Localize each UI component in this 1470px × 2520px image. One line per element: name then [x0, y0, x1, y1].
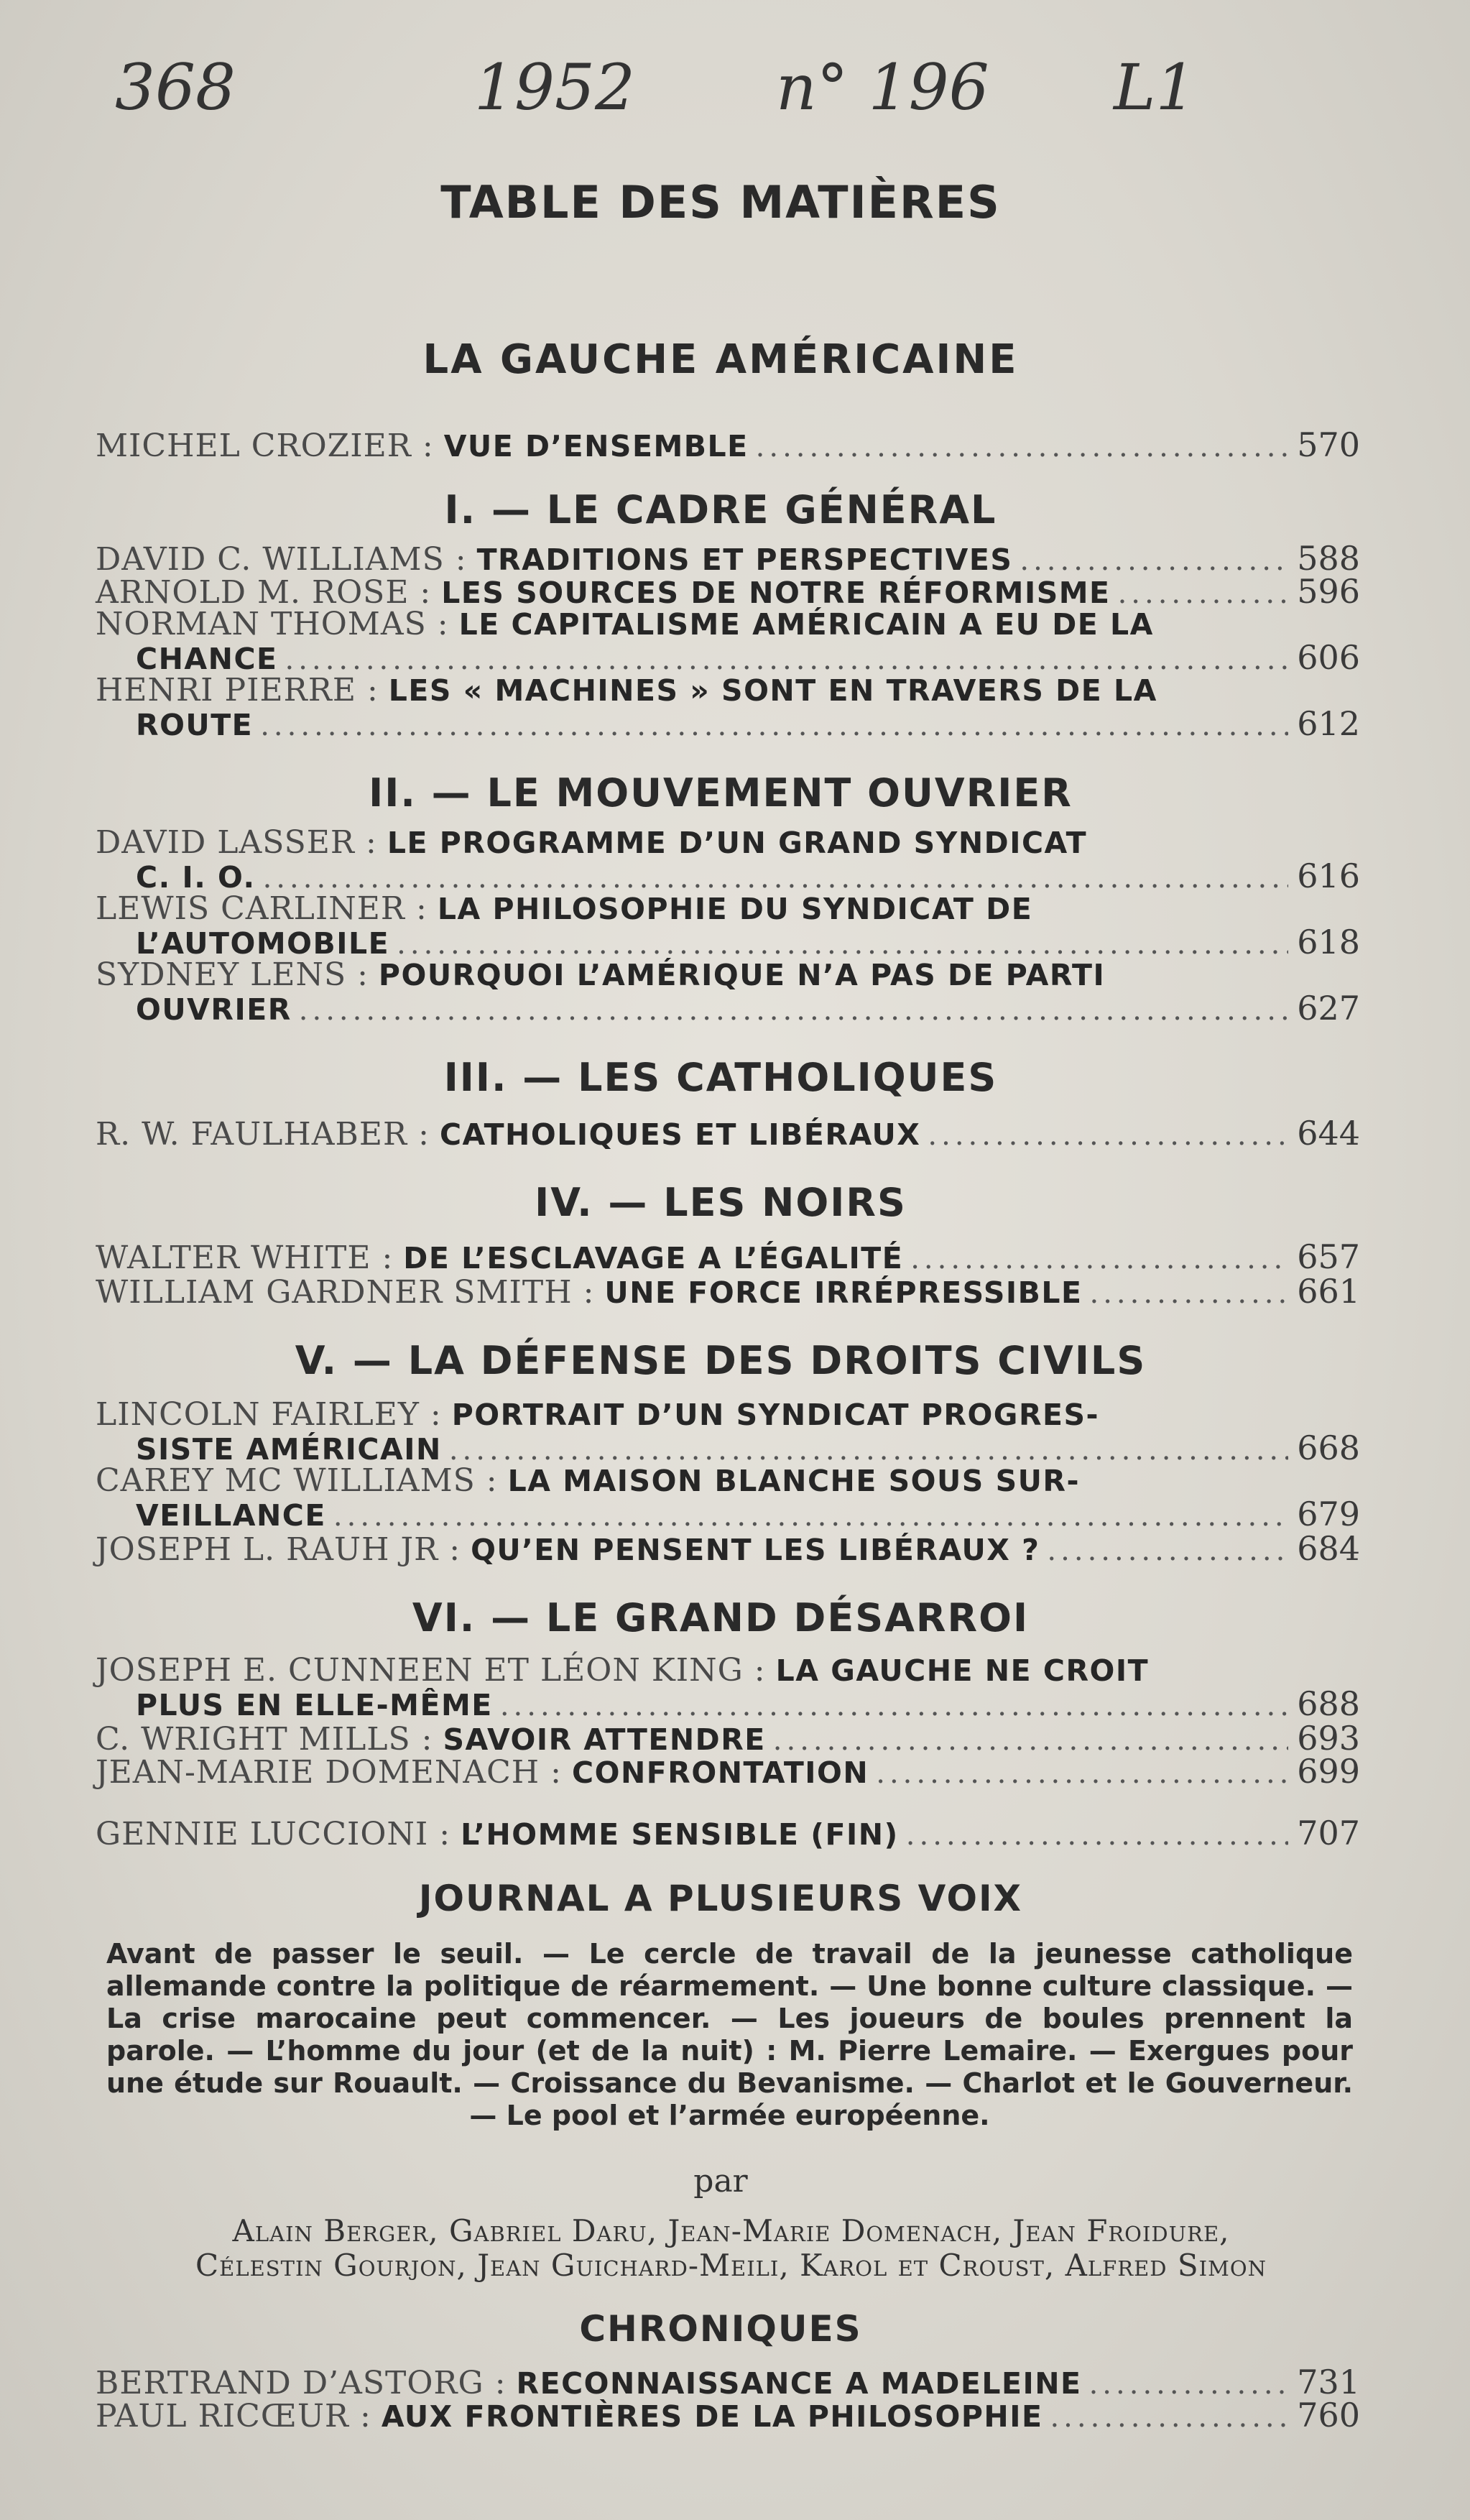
- entry-title: RECONNAISSANCE A MADELEINE: [516, 2366, 1082, 2401]
- handwritten-code: L1: [1114, 50, 1196, 124]
- entry-author: LEWIS CARLINER :: [96, 890, 427, 927]
- entry-title: CATHOLIQUES ET LIBÉRAUX: [439, 1117, 921, 1152]
- toc-entry: [96, 1272, 1360, 1311]
- entry-page: 570: [1297, 425, 1360, 464]
- toc-entry: [96, 1529, 1360, 1568]
- entry-author: NORMAN THOMAS :: [96, 606, 449, 642]
- toc-entry: [96, 1814, 1360, 1852]
- toc-entry: [96, 892, 1360, 959]
- section-heading: I. — LE CADRE GÉNÉRAL: [444, 487, 997, 532]
- entry-title: POURQUOI L’AMÉRIQUE N’A PAS DE PARTI: [378, 958, 1106, 992]
- entry-author: GENNIE LUCCIONI :: [96, 1816, 451, 1852]
- entry-title: VUE D’ENSEMBLE: [443, 429, 749, 463]
- section-heading: III. — LES CATHOLIQUES: [443, 1055, 998, 1100]
- entry-title-continued: SISTE AMÉRICAIN: [136, 1432, 442, 1467]
- entry-title: UNE FORCE IRRÉPRESSIBLE: [604, 1275, 1083, 1310]
- entry-title-continued: VEILLANCE: [136, 1498, 326, 1533]
- leader-dots: [756, 430, 1288, 463]
- leader-dots: [285, 643, 1288, 676]
- entry-title: CONFRONTATION: [572, 1755, 869, 1790]
- entry-author: DAVID C. WILLIAMS :: [96, 541, 467, 578]
- handwritten-year: 1952: [474, 50, 635, 124]
- leader-dots: [773, 1724, 1288, 1757]
- part-title: LA GAUCHE AMÉRICAINE: [422, 336, 1019, 383]
- leader-dots: [397, 928, 1288, 961]
- toc-entry: [96, 2396, 1360, 2434]
- chroniques-heading: CHRONIQUES: [579, 2308, 862, 2350]
- leader-dots: [260, 709, 1288, 742]
- entry-page: 688: [1297, 1684, 1360, 1723]
- leader-dots: [1118, 577, 1288, 610]
- entry-page: 699: [1297, 1752, 1360, 1791]
- entry-page: 693: [1297, 1719, 1360, 1758]
- entry-page: 679: [1297, 1495, 1360, 1533]
- entry-page: 596: [1297, 572, 1360, 611]
- entry-page: 707: [1297, 1814, 1360, 1852]
- section-heading: II. — LE MOUVEMENT OUVRIER: [369, 770, 1073, 816]
- entry-title: LA PHILOSOPHIE DU SYNDICAT DE: [437, 892, 1033, 926]
- leader-dots: [449, 1434, 1288, 1467]
- entry-author: MICHEL CROZIER :: [96, 428, 434, 464]
- entry-author: JOSEPH L. RAUH JR :: [96, 1531, 461, 1568]
- toc-entry: [96, 1652, 1360, 1723]
- toc-entry: [96, 672, 1360, 743]
- contributors-line: Alain Berger, Gabriel Daru, Jean-Marie Domenach, Jean Froidure,: [232, 2213, 1230, 2248]
- journal-summary: Avant de passer le seuil. — Le cercle de travail de la jeunesse catholique allemande contre la politique de réarmement. — Une bonne culture classique. — La crise marocaine peut commencer. — Les joueurs de boules prennent la parole. — L’homme du jour (et de la nuit) : M. Pierre Lemaire. — Exergues pour une étude sur Rouault. — Croissance du Bevanisme. — Charlot et le Gouverneur. — Le pool et l’armée européenne.: [106, 1938, 1353, 2131]
- toc-entry: [96, 1237, 1360, 1276]
- leader-dots: [1089, 2368, 1288, 2401]
- handwritten-issue: n° 196: [776, 50, 989, 124]
- journal-heading: JOURNAL A PLUSIEURS VOIX: [418, 1878, 1023, 1919]
- entry-title: SAVOIR ATTENDRE: [443, 1722, 766, 1757]
- toc-entry: [96, 425, 1360, 464]
- entry-title-continued: CHANCE: [136, 642, 278, 676]
- entry-page: 612: [1297, 704, 1360, 743]
- entry-author: SYDNEY LENS :: [96, 956, 369, 993]
- entry-title: AUX FRONTIÈRES DE LA PHILOSOPHIE: [381, 2399, 1043, 2434]
- entry-page: 760: [1297, 2396, 1360, 2434]
- toc-entry: [96, 1752, 1360, 1791]
- toc-entry: [96, 956, 1360, 1028]
- entry-page: 668: [1297, 1429, 1360, 1467]
- section-heading: V. — LA DÉFENSE DES DROITS CIVILS: [295, 1338, 1147, 1383]
- entry-title-continued: L’AUTOMOBILE: [136, 926, 390, 961]
- entry-title: PORTRAIT D’UN SYNDICAT PROGRES-: [451, 1398, 1100, 1432]
- entry-author: HENRI PIERRE :: [96, 672, 379, 709]
- entry-author: DAVID LASSER :: [96, 824, 377, 861]
- leader-dots: [906, 1819, 1288, 1852]
- leader-dots: [876, 1757, 1288, 1790]
- entry-page: 644: [1297, 1114, 1360, 1153]
- entry-page: 606: [1297, 638, 1360, 677]
- entry-title: LES SOURCES DE NOTRE RÉFORMISME: [441, 576, 1111, 610]
- toc-entry: [96, 1396, 1360, 1467]
- toc-entry: [96, 1719, 1360, 1758]
- entry-title: QU’EN PENSENT LES LIBÉRAUX ?: [471, 1533, 1040, 1567]
- section-heading: IV. — LES NOIRS: [535, 1180, 907, 1225]
- entry-author: WALTER WHITE :: [96, 1240, 394, 1276]
- entry-author: CAREY MC WILLIAMS :: [96, 1462, 498, 1499]
- entry-title: LE CAPITALISME AMÉRICAIN A EU DE LA: [458, 607, 1154, 642]
- page-title: TABLE DES MATIÈRES: [440, 176, 1001, 229]
- toc-entry: [96, 1464, 1360, 1531]
- toc-entry: [96, 824, 1360, 895]
- entry-page: 661: [1297, 1272, 1360, 1311]
- toc-entry: [96, 572, 1360, 611]
- toc-entry: [96, 539, 1360, 578]
- par-label: par: [693, 2163, 748, 2200]
- entry-title-continued: PLUS EN ELLE-MÊME: [136, 1688, 493, 1722]
- entry-author: C. WRIGHT MILLS :: [96, 1721, 433, 1758]
- leader-dots: [1050, 2401, 1288, 2434]
- entry-author: BERTRAND D’ASTORG :: [96, 2365, 507, 2401]
- leader-dots: [910, 1242, 1288, 1275]
- entry-author: LINCOLN FAIRLEY :: [96, 1396, 442, 1433]
- entry-title: TRADITIONS ET PERSPECTIVES: [476, 543, 1013, 577]
- leader-dots: [1047, 1534, 1288, 1567]
- contributors-line: Célestin Gourjon, Jean Guichard-Meili, Karol et Croust, Alfred Simon: [195, 2248, 1267, 2283]
- entry-author: PAUL RICŒUR :: [96, 2398, 371, 2434]
- toc-entry: [96, 606, 1360, 677]
- entry-title: L’HOMME SENSIBLE (FIN): [461, 1817, 899, 1852]
- section-heading: VI. — LE GRAND DÉSARROI: [412, 1595, 1030, 1640]
- entry-page: 627: [1297, 989, 1360, 1028]
- entry-title-continued: ROUTE: [136, 708, 254, 742]
- toc-entry: [96, 2363, 1360, 2401]
- entry-page: 657: [1297, 1237, 1360, 1276]
- handwritten-number: 368: [115, 50, 236, 124]
- leader-dots: [928, 1119, 1288, 1152]
- handwritten-annotation: [108, 50, 1257, 151]
- entry-author: ARNOLD M. ROSE :: [96, 574, 432, 611]
- leader-dots: [299, 994, 1288, 1027]
- entry-title: DE L’ESCLAVAGE A L’ÉGALITÉ: [403, 1241, 904, 1275]
- entry-title: LA GAUCHE NE CROIT: [775, 1653, 1150, 1688]
- entry-title-continued: C. I. O.: [136, 860, 256, 895]
- entry-page: 731: [1297, 2363, 1360, 2401]
- entry-page: 618: [1297, 923, 1360, 961]
- toc-entry: [96, 1114, 1360, 1153]
- entry-author: JOSEPH E. CUNNEEN ET LÉON KING :: [96, 1652, 766, 1689]
- leader-dots: [500, 1689, 1288, 1722]
- entry-title: LE PROGRAMME D’UN GRAND SYNDICAT: [387, 826, 1088, 860]
- leader-dots: [1020, 544, 1288, 577]
- entry-title: LA MAISON BLANCHE SOUS SUR-: [507, 1464, 1081, 1498]
- entry-author: R. W. FAULHABER :: [96, 1116, 430, 1153]
- entry-page: 616: [1297, 857, 1360, 895]
- leader-dots: [1090, 1277, 1289, 1310]
- entry-page: 588: [1297, 539, 1360, 578]
- entry-author: WILLIAM GARDNER SMITH :: [96, 1274, 595, 1311]
- entry-title: LES « MACHINES » SONT EN TRAVERS DE LA: [388, 673, 1157, 708]
- entry-author: JEAN-MARIE DOMENACH :: [96, 1754, 562, 1791]
- entry-page: 684: [1297, 1529, 1360, 1568]
- entry-title-continued: OUVRIER: [136, 992, 292, 1027]
- leader-dots: [333, 1500, 1288, 1533]
